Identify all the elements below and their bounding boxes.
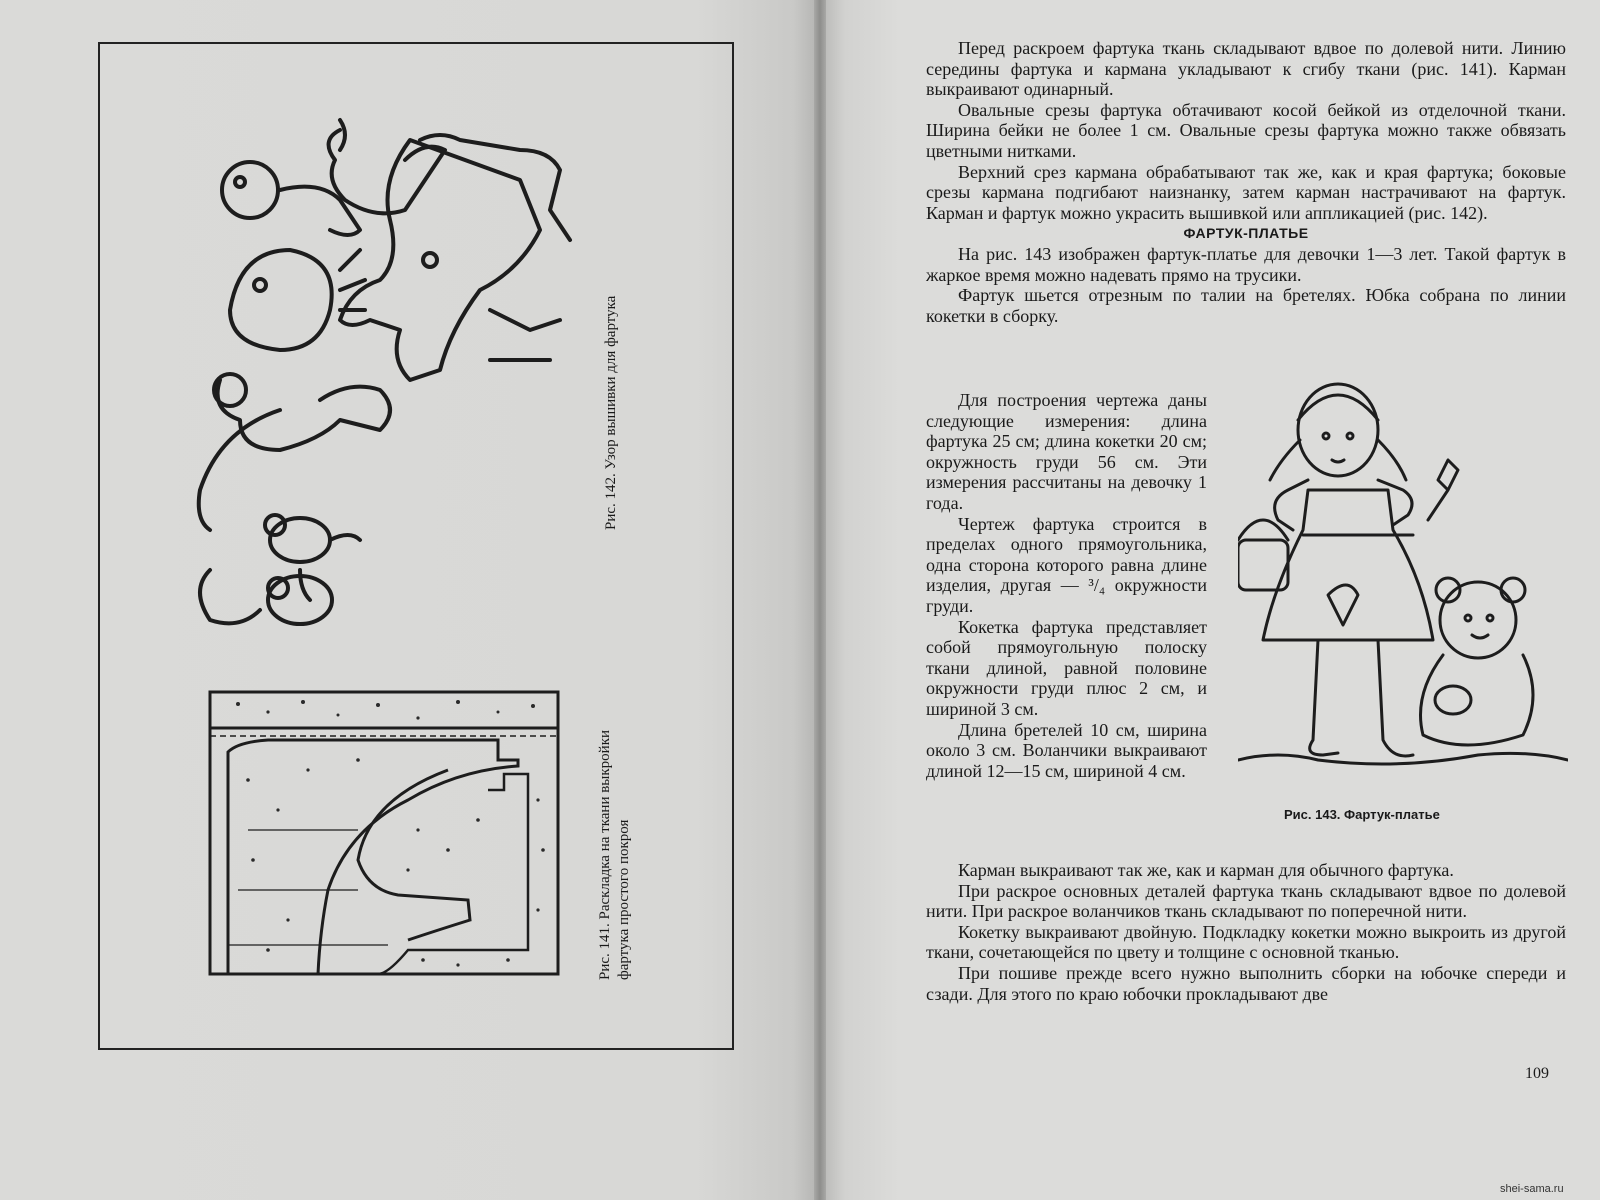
book-gutter <box>814 0 826 1200</box>
paragraph-5: Фартук шьется отрезным по талии на бретелях. Юбка собрана по линии кокетки в сборку. <box>926 285 1566 326</box>
fig141-caption-line-1: Рис. 141. Раскладка на ткани выкройки <box>597 729 613 980</box>
right-page-text-narrow <box>926 390 1207 781</box>
narrow-paragraph-3: Кокетка фартука представляет собой прямоугольную полоску ткани длиной, равной половине окружности груди плюс 2 см, и шириной 3 см. <box>926 616 1207 719</box>
site-watermark: shei-sama.ru <box>1500 1183 1564 1195</box>
paragraph-4: На рис. 143 изображен фартук-платье для девочки 1—3 лет. Такой фартук в жаркое время можно надевать прямо на трусики. <box>926 243 1566 285</box>
right-page-text-top <box>926 38 1566 326</box>
paragraph-8: Кокетку выкраивают двойную. Подкладку кокетки можно выкроить из другой ткани, сочетающейся по цвету и толщине с основной тканью. <box>926 921 1566 963</box>
fig143-girl-illustration <box>1238 370 1568 810</box>
fig141-pattern-layout <box>208 690 560 976</box>
narrow-paragraph-1: Для построения чертежа даны следующие измерения: длина фартука 25 см; длина кокетки 20 см; окружность груди 56 см. Эти измерения рассчитаны на девочку 1 года. <box>926 390 1207 513</box>
right-page-text-bottom <box>926 860 1566 1004</box>
page-number: 109 <box>1525 1065 1549 1082</box>
paragraph-2: Овальные срезы фартука обтачивают косой бейкой из отделочной ткани. Ширина бейки не более 1 см. Овальные срезы фартука можно также обвязать цветными нитками. <box>926 99 1566 161</box>
section-heading: ФАРТУК-ПЛАТЬЕ <box>1183 225 1309 242</box>
fig141-caption-line-2: фартука простого покроя <box>616 819 632 980</box>
paragraph-9: При пошиве прежде всего нужно выполнить сборки на юбочке спереди и сзади. Для этого по краю юбочки прокладывают две <box>926 962 1566 1004</box>
paragraph-1: Перед раскроем фартука ткань складывают вдвое по долевой нити. Линию середины фартука и кармана укладывают к сгибу ткани (рис. 141). Карман выкраивают одинарный. <box>926 38 1566 100</box>
fig142-embroidery-illustration <box>190 110 590 630</box>
paragraph-6: Карман выкраивают так же, как и карман для обычного фартука. <box>958 860 1454 880</box>
paragraph-7: При раскрое основных деталей фартука ткань складывают вдвое по долевой нити. При раскрое воланчиков ткань складывают по поперечной нити. <box>926 880 1566 922</box>
fig142-caption <box>602 296 621 530</box>
fig142-caption-text: Рис. 142. Узор вышивки для фартука <box>603 295 619 530</box>
narrow-paragraph-2: Чертеж фартука строится в пределах одного прямоугольника, одна сторона которого равна длине изделия, другая — ³/₄ окружности груди. <box>926 513 1207 616</box>
fig141-caption <box>596 730 634 980</box>
narrow-paragraph-4: Длина бретелей 10 см, ширина около 3 см. Воланчики выкраивают длиной 12—15 см, шириной 4 см. <box>926 719 1207 781</box>
fig143-caption: Рис. 143. Фартук-платье <box>1284 807 1440 822</box>
paragraph-3: Верхний срез кармана обрабатывают так же, как и края фартука; боковые срезы кармана подгибают наизнанку, затем карман настрачивают на фартук. Карман и фартук можно украсить вышивкой или аппликацией (рис. 142). <box>926 161 1566 223</box>
